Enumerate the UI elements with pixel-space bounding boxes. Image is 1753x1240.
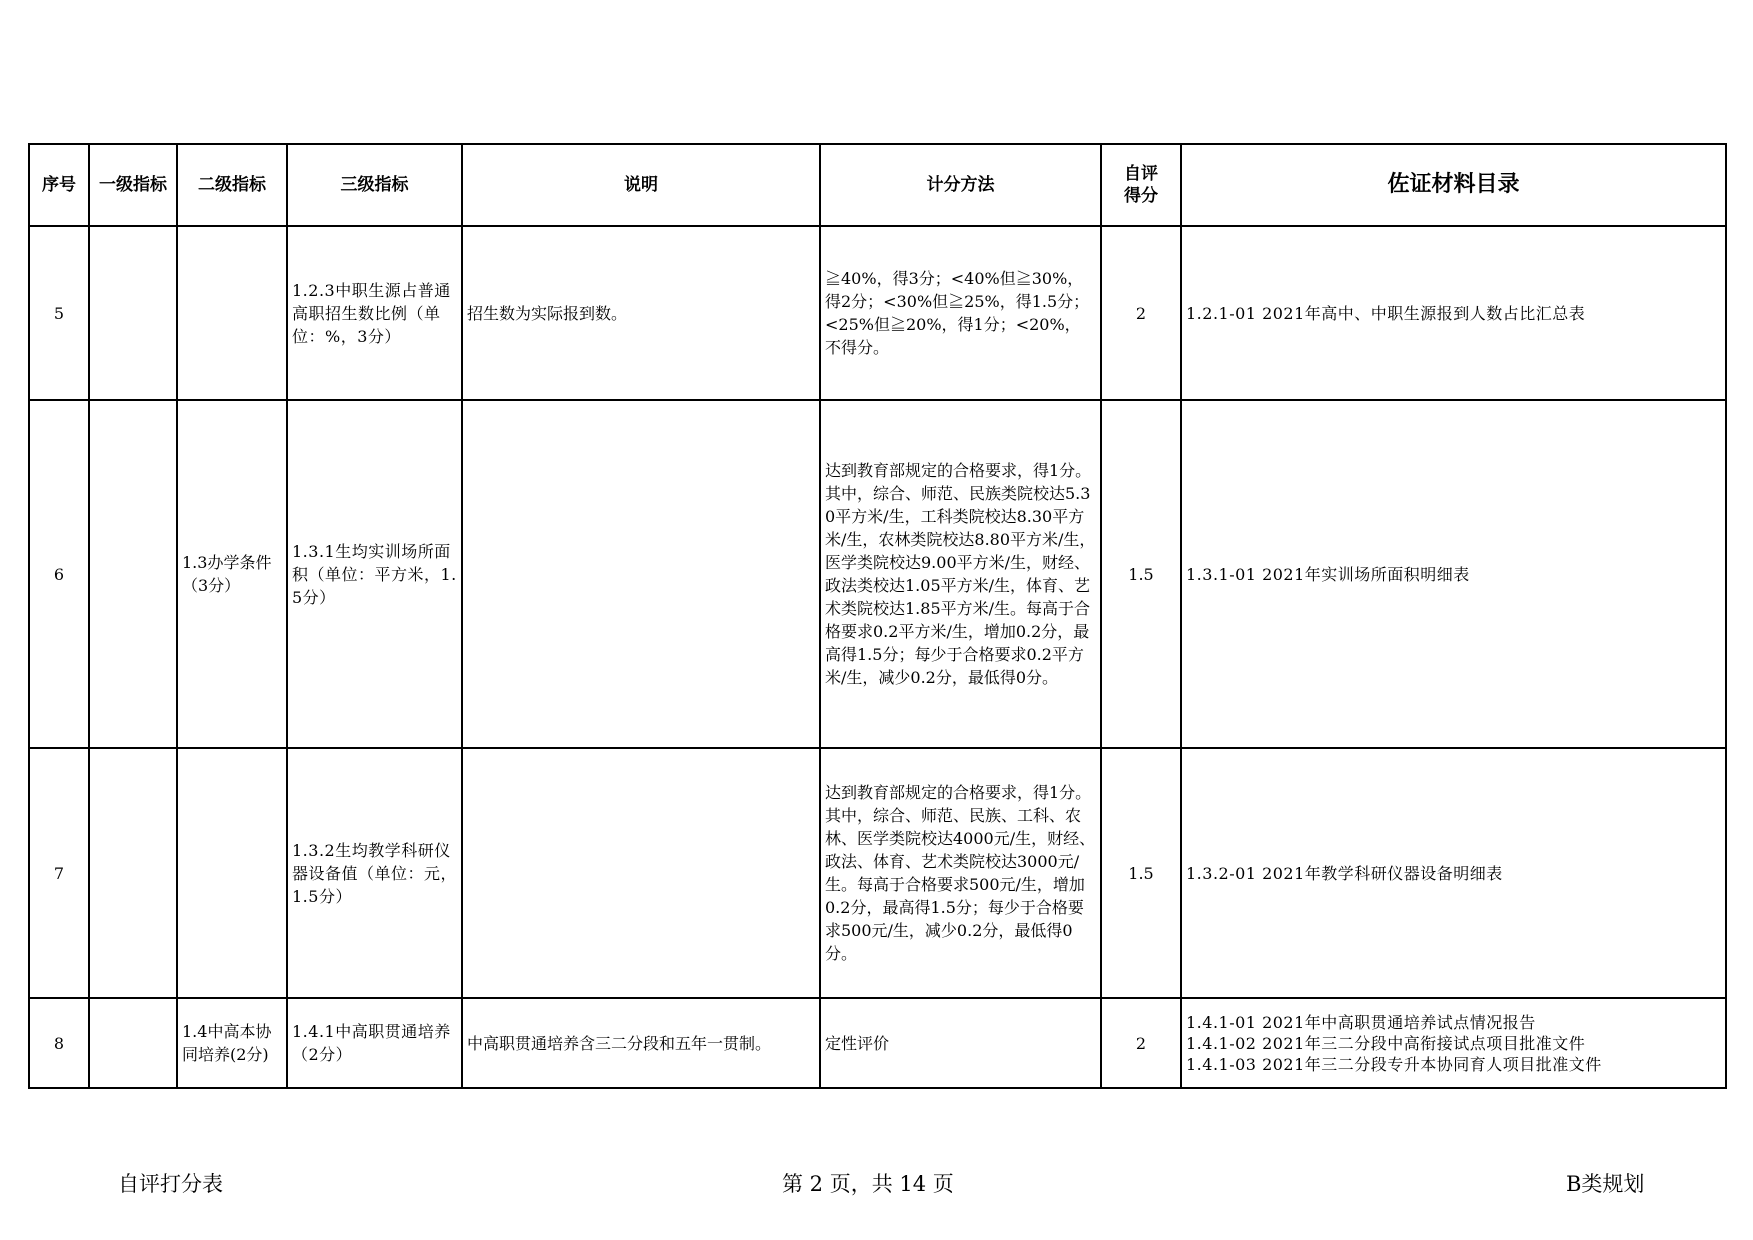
cell-desc — [462, 400, 820, 748]
cell-score: 2 — [1101, 998, 1181, 1088]
header-method: 计分方法 — [820, 144, 1101, 226]
cell-level2: 1.3办学条件（3分） — [177, 400, 287, 748]
header-level3: 三级指标 — [287, 144, 462, 226]
cell-evidence — [1181, 998, 1726, 1088]
cell-evidence — [1181, 226, 1726, 400]
cell-level3: 1.4.1中高职贯通培养（2分） — [287, 998, 462, 1088]
cell-method: 达到教育部规定的合格要求，得1分。其中，综合、师范、民族类院校达5.30平方米/生，工科类院校达8.30平方米/生，农林类院校达8.80平方米/生，医学类院校达9.00平方米/生，财经、政法类校达1.05平方米/生，体育、艺术类院校达1.85平方米/生。每高于合格要求0.2平方米/生，增加0.2分，最高得1.5分；每少于合格要求0.2平方米/生，减少0.2分，最低得0分。 — [820, 400, 1101, 748]
cell-level1 — [89, 748, 177, 998]
cell-seq: 6 — [29, 400, 89, 748]
cell-score: 1.5 — [1101, 400, 1181, 748]
footer-page-number: 第 2 页，共 14 页 — [782, 1172, 954, 1196]
cell-level2 — [177, 226, 287, 400]
cell-method: 达到教育部规定的合格要求，得1分。其中，综合、师范、民族、工科、农林、医学类院校达4000元/生，财经、政法、体育、艺术类院校达3000元/生。每高于合格要求500元/生，增加0.2分，最高得1.5分；每少于合格要求500元/生，减少0.2分，最低得0分。 — [820, 748, 1101, 998]
cell-level1 — [89, 226, 177, 400]
cell-method: ≧40%，得3分；<40%但≧30%，得2分；<30%但≧25%，得1.5分；<25%但≧20%，得1分；<20%，不得分。 — [820, 226, 1101, 400]
cell-level2 — [177, 748, 287, 998]
cell-score: 1.5 — [1101, 748, 1181, 998]
header-seq: 序号 — [29, 144, 89, 226]
cell-seq: 8 — [29, 998, 89, 1088]
footer-title: 自评打分表 — [118, 1172, 223, 1196]
header-level2: 二级指标 — [177, 144, 287, 226]
cell-level2: 1.4中高本协同培养(2分) — [177, 998, 287, 1088]
table-row — [29, 998, 1726, 1088]
evidence-item: 1.3.1-01 2021年实训场所面积明细表 — [1186, 564, 1470, 584]
cell-evidence — [1181, 400, 1726, 748]
table-row — [29, 226, 1726, 400]
scoring-table — [28, 143, 1727, 1089]
header-row — [29, 144, 1726, 226]
header-evidence: 佐证材料目录 — [1181, 144, 1726, 226]
cell-desc — [462, 748, 820, 998]
cell-evidence — [1181, 748, 1726, 998]
header-score: 自评得分 — [1101, 144, 1181, 226]
cell-level3: 1.2.3中职生源占普通高职招生数比例（单位：%，3分） — [287, 226, 462, 400]
evidence-item: 1.4.1-03 2021年三二分段专升本协同育人项目批准文件 — [1186, 1054, 1602, 1074]
evidence-item: 1.2.1-01 2021年高中、中职生源报到人数占比汇总表 — [1186, 303, 1586, 323]
header-level1: 一级指标 — [89, 144, 177, 226]
header-desc: 说明 — [462, 144, 820, 226]
evidence-item: 1.3.2-01 2021年教学科研仪器设备明细表 — [1186, 863, 1503, 883]
table-row — [29, 400, 1726, 748]
cell-level3: 1.3.1生均实训场所面积（单位：平方米，1.5分） — [287, 400, 462, 748]
cell-seq: 7 — [29, 748, 89, 998]
table-row — [29, 748, 1726, 998]
evidence-item: 1.4.1-01 2021年中高职贯通培养试点情况报告 — [1186, 1012, 1536, 1032]
footer-category: B类规划 — [1566, 1172, 1645, 1196]
cell-score: 2 — [1101, 226, 1181, 400]
cell-seq: 5 — [29, 226, 89, 400]
cell-level1 — [89, 400, 177, 748]
evidence-item: 1.4.1-02 2021年三二分段中高衔接试点项目批准文件 — [1186, 1033, 1586, 1053]
cell-level1 — [89, 998, 177, 1088]
cell-method: 定性评价 — [820, 998, 1101, 1088]
cell-desc: 招生数为实际报到数。 — [462, 226, 820, 400]
cell-desc: 中高职贯通培养含三二分段和五年一贯制。 — [462, 998, 820, 1088]
cell-level3: 1.3.2生均教学科研仪器设备值（单位：元，1.5分） — [287, 748, 462, 998]
